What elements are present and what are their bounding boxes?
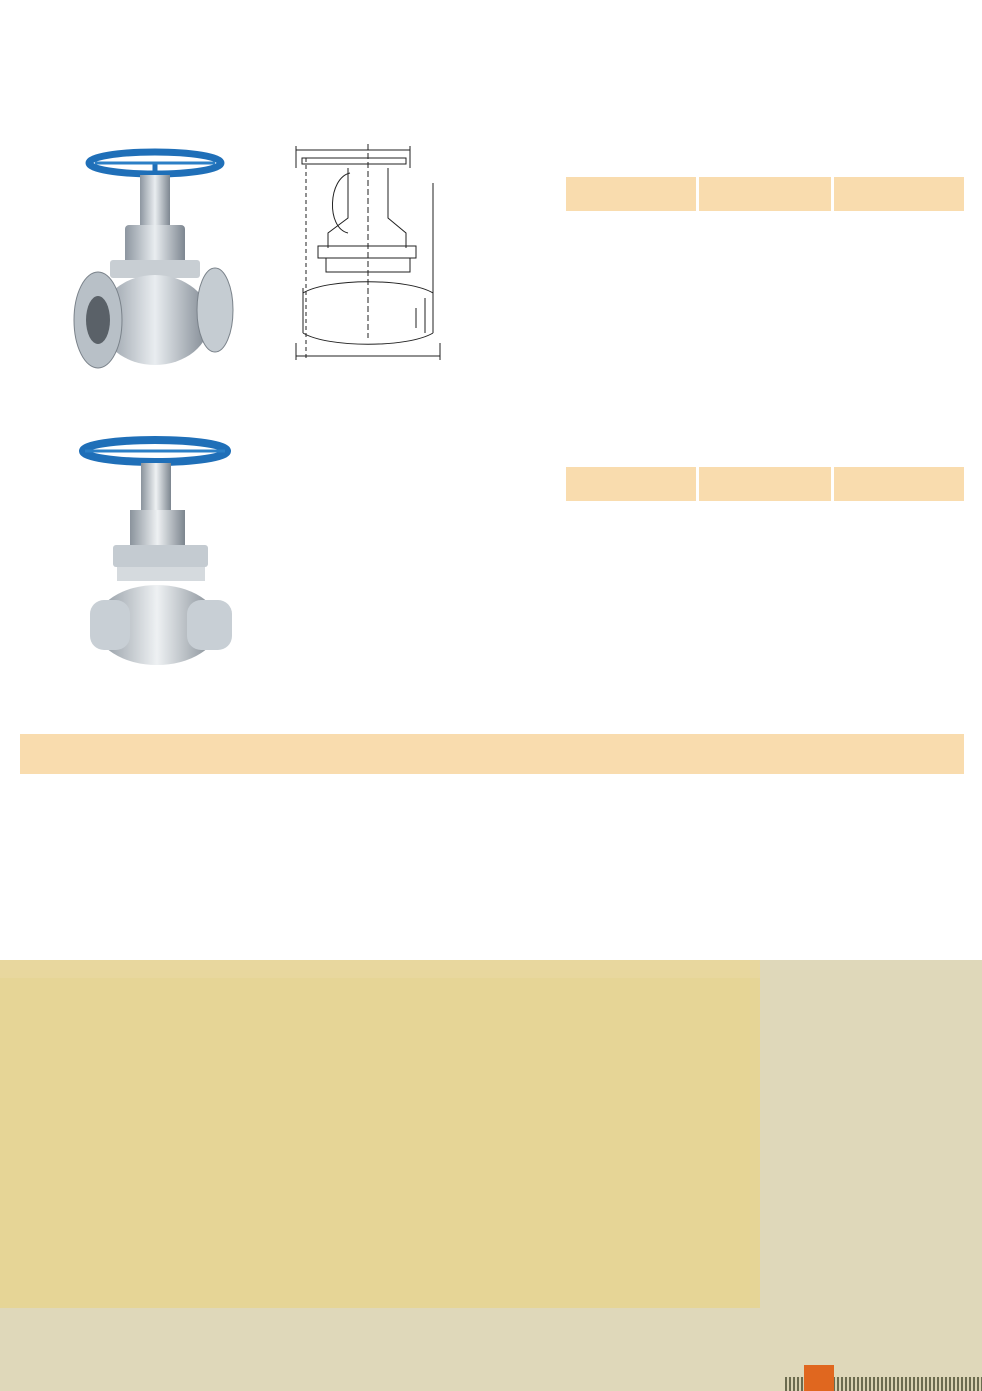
shifted-table-bg	[0, 978, 760, 1308]
spec-bar-1	[566, 177, 964, 211]
glitch-strip	[0, 960, 760, 978]
valve-photo-flanged	[70, 145, 240, 385]
spec1-pressure	[566, 177, 696, 211]
spec2-pressure	[566, 467, 696, 501]
spec1-model	[699, 177, 831, 211]
page-number	[804, 1365, 834, 1391]
section-title	[20, 706, 30, 724]
table-header	[20, 734, 964, 774]
spec-bar-2	[566, 467, 964, 501]
spec2-size	[834, 467, 964, 501]
spec1-size	[834, 177, 964, 211]
valve-dimension-drawing	[288, 138, 448, 363]
spec2-model	[699, 467, 831, 501]
valve-photo-weld	[75, 435, 245, 670]
